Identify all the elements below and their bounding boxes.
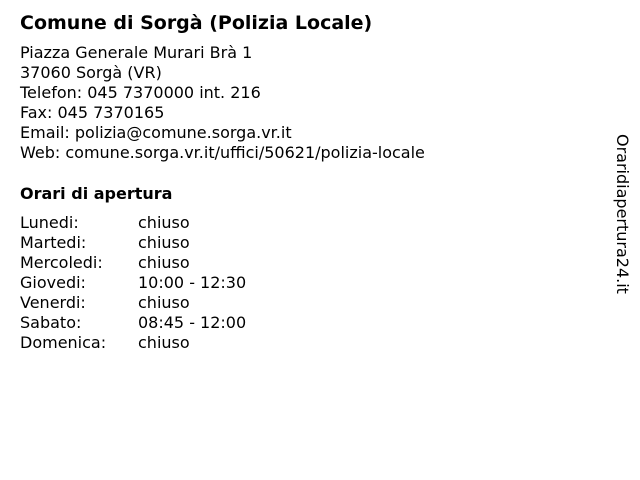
page-title: Comune di Sorgà (Polizia Locale): [20, 12, 373, 34]
day-label: Sabato:: [20, 313, 82, 332]
phone-number: Telefon: 045 7370000 int. 216: [20, 83, 261, 102]
day-hours: 10:00 - 12:30: [138, 273, 247, 292]
website-url: Web: comune.sorga.vr.it/uffici/50621/polizia-locale: [20, 143, 425, 162]
opening-hours-heading: Orari di apertura: [20, 184, 173, 203]
day-label: Martedi:: [20, 233, 87, 252]
day-hours: chiuso: [138, 253, 190, 272]
fax-number: Fax: 045 7370165: [20, 103, 165, 122]
day-hours: chiuso: [138, 233, 190, 252]
city-postal: 37060 Sorgà (VR): [20, 63, 162, 82]
email-address: Email: polizia@comune.sorga.vr.it: [20, 123, 292, 142]
day-hours: chiuso: [138, 333, 190, 352]
site-watermark: Oraridiapertura24.it: [613, 134, 632, 294]
street-address: Piazza Generale Murari Brà 1: [20, 43, 253, 62]
day-label: Mercoledi:: [20, 253, 103, 272]
day-label: Giovedi:: [20, 273, 86, 292]
day-hours: chiuso: [138, 293, 190, 312]
contact-block: [20, 43, 425, 163]
day-hours: chiuso: [138, 213, 190, 232]
day-label: Domenica:: [20, 333, 107, 352]
day-label: Lunedi:: [20, 213, 79, 232]
day-label: Venerdi:: [20, 293, 86, 312]
day-hours: 08:45 - 12:00: [138, 313, 247, 332]
